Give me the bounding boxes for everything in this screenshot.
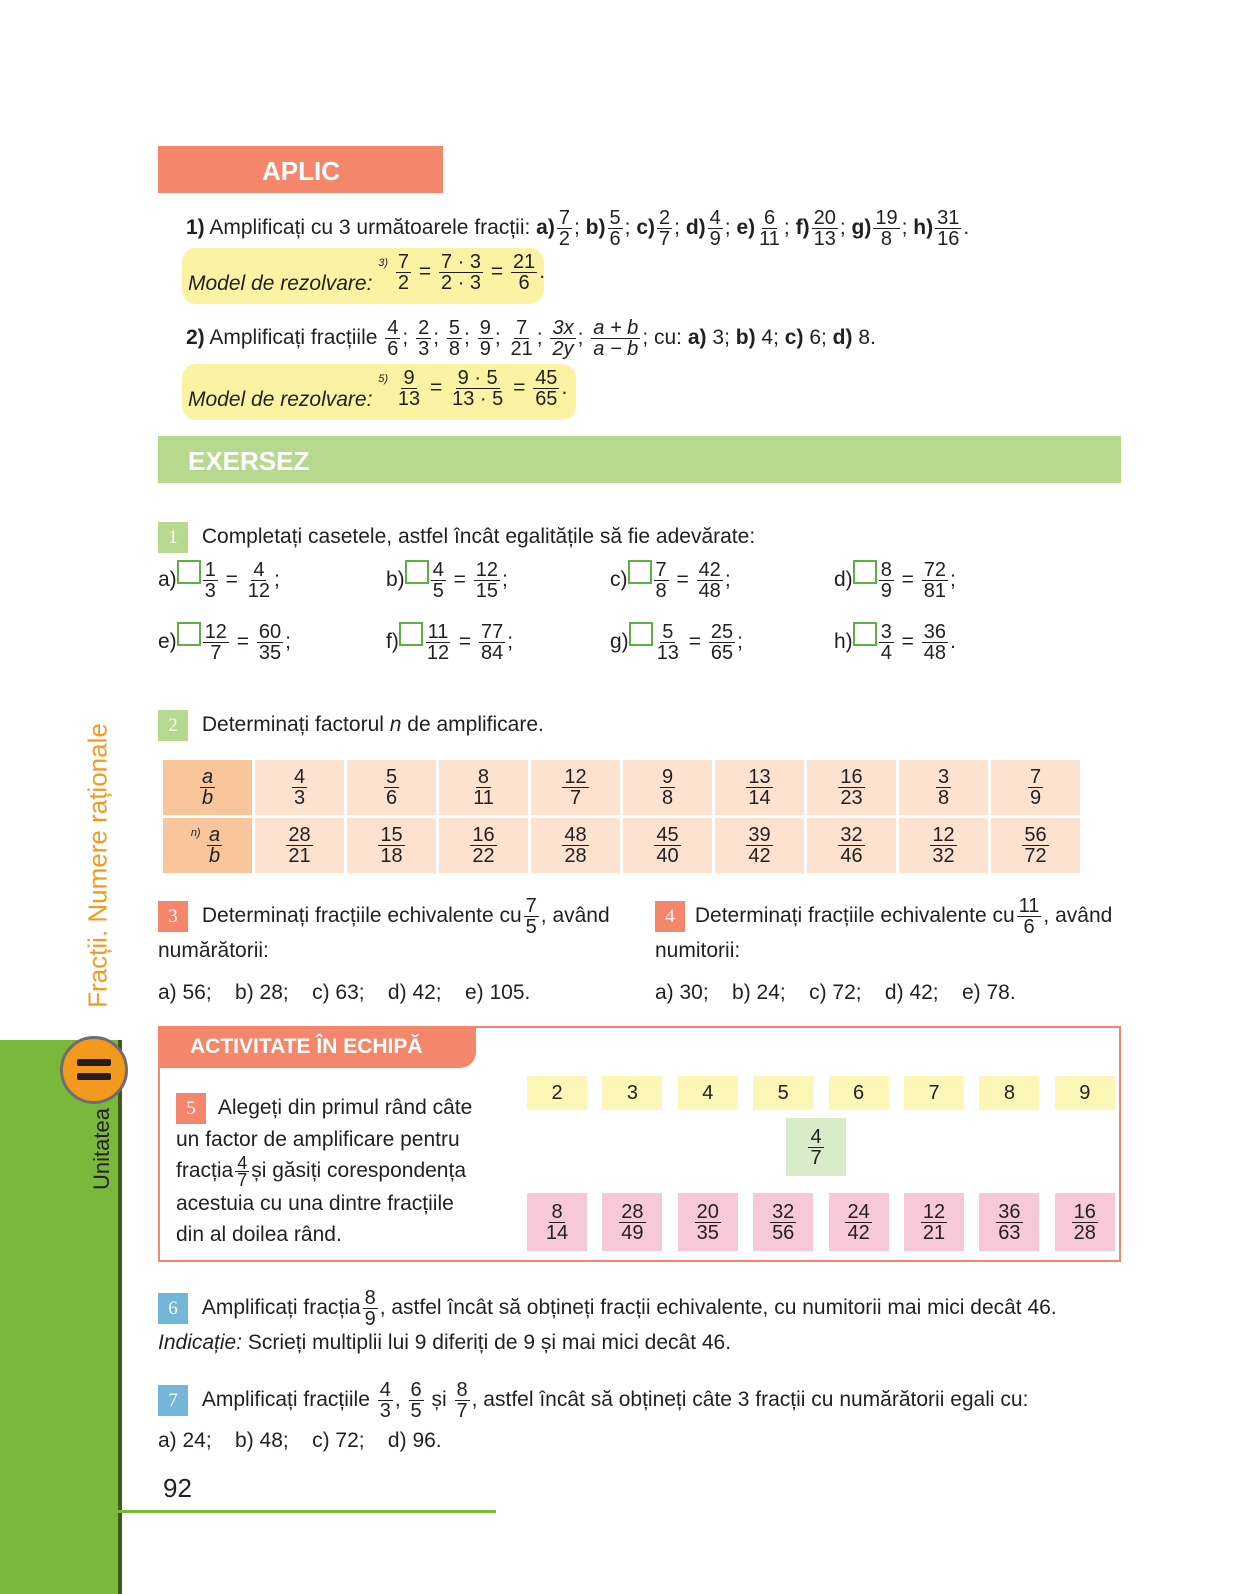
factor-box[interactable]: 7 — [904, 1076, 964, 1110]
fraction-box[interactable] — [527, 1193, 587, 1251]
fraction: $\frac{28}{49}$ — [621, 1200, 644, 1244]
fraction-box[interactable] — [1055, 1193, 1115, 1251]
ex6-hint: Indicație: Scrieți multiplii lui 9 diferiți de 9 și mai mici decât 46. — [158, 1331, 732, 1354]
item-label: b) — [386, 568, 405, 592]
punct: ; — [737, 630, 743, 654]
fraction: $\frac{36}{48}$ — [923, 621, 946, 664]
table-cell — [715, 760, 804, 815]
fraction: $\frac{11}{12}$ — [426, 621, 450, 664]
punct: . — [950, 630, 956, 654]
punct: ; — [724, 568, 731, 592]
item-label: e) — [736, 216, 756, 240]
table-cell — [255, 818, 344, 873]
answer-box[interactable] — [405, 560, 429, 584]
fraction: $\frac{16}{22}$ — [472, 824, 495, 867]
table-cell — [899, 818, 988, 873]
fraction: $\frac{32}{46}$ — [840, 824, 863, 867]
option-label: c) — [784, 326, 804, 350]
unit-badge-icon — [60, 1036, 128, 1104]
table-cell — [991, 760, 1080, 815]
exersez-ex2: 2 Determinați factorul n de amplificare. — [158, 710, 544, 741]
fraction: $\frac{32}{56}$ — [772, 1200, 795, 1244]
model-1: Model de rezolvare: $^{3)}$ $\frac{7}{2}$ = $\frac{7 \cdot 3}{2 \cdot 3}$ = $\frac{21}{6}$ . — [188, 251, 546, 296]
table-cell — [439, 818, 528, 873]
fraction-box[interactable] — [678, 1193, 738, 1251]
factor-box[interactable]: 5 — [753, 1076, 813, 1110]
fraction: $\frac{7}{21}$ — [510, 317, 533, 360]
fraction: $\frac{12}{32}$ — [932, 824, 955, 867]
equality-item: c) $\frac{7}{8}$ = $\frac{42}{48}$ ; — [610, 559, 731, 602]
table-cell — [347, 760, 436, 815]
exersez-ex1: 1 Completați casetele, astfel încât egalitățile să fie adevărate: — [158, 522, 755, 553]
fraction-box[interactable] — [979, 1193, 1039, 1251]
page-number: 92 — [163, 1473, 192, 1503]
exersez-ex4: 4 Determinați fracțiile echivalente cu $\frac{11}{6}$ , având — [655, 896, 1112, 937]
fraction: $\frac{12}{15}$ — [475, 559, 498, 602]
fraction: $\frac{8}{9}$ — [880, 559, 892, 602]
fraction: $\frac{60}{35}$ — [258, 621, 282, 664]
ex4-text-line2: numitorii: — [655, 939, 741, 962]
fraction: $\frac{5}{6}$ — [609, 207, 621, 250]
fraction: $\frac{9}{9}$ — [479, 317, 491, 360]
punct: ; — [274, 568, 280, 592]
fraction: $\frac{25}{65}$ — [710, 621, 734, 664]
fraction: $\frac{45}{40}$ — [656, 824, 679, 867]
ex7-answers: a) 24; b) 48; c) 72; d) 96. — [158, 1429, 442, 1452]
exersez-ex7: 7 Amplificați fracțiile $\frac{4}{3}$ , $\frac{6}{5}$ și $\frac{8}{7}$ , astfel încât să obțineți câte 3 fracții cu numărătorii egali cu: — [158, 1380, 1028, 1421]
item-label: a) — [536, 216, 555, 240]
fraction: $\frac{7}{8}$ — [655, 559, 667, 602]
fraction: $\frac{9}{8}$ — [661, 766, 674, 809]
fraction: $\frac{3x}{2y}$ — [552, 317, 574, 360]
item-label: f) — [386, 630, 399, 654]
fraction: $\frac{42}{48}$ — [698, 559, 721, 602]
fraction: $\frac{24}{42}$ — [847, 1200, 870, 1244]
item-label: h) — [913, 216, 934, 240]
item-label: c) — [610, 568, 628, 592]
option-label: a) — [687, 326, 707, 350]
fraction-box[interactable] — [602, 1193, 662, 1251]
factor-box[interactable]: 3 — [602, 1076, 662, 1110]
factor-box[interactable]: 2 — [527, 1076, 587, 1110]
aplic-ex1: 1) Amplificați cu 3 următoarele fracții: a) $\frac{7}{2}$ ; b) $\frac{5}{6}$ ; c) $\frac{2}{7}$ ; d) $\frac{4}{9}$ ; e) $\frac{6}{11}$ ; f) $\frac{20}{13}$ ; g) $\frac{19}{8}$ ; h) $\frac{31}{16}$ . — [186, 207, 970, 250]
punct: ; — [285, 630, 291, 654]
fraction: $\frac{12}{7}$ — [564, 766, 587, 809]
fraction: $\frac{3}{4}$ — [880, 621, 892, 664]
item-label: g) — [851, 216, 872, 240]
fraction: $\frac{48}{28}$ — [564, 824, 587, 867]
equality-item: e) $\frac{12}{7}$ = $\frac{60}{35}$ ; — [158, 621, 291, 664]
fraction: $\frac{4}{5}$ — [432, 559, 444, 602]
exersez-banner: EXERSEZ — [158, 436, 1121, 483]
option-value: 8. — [858, 326, 876, 350]
answer-box[interactable] — [853, 622, 877, 646]
factor-box[interactable]: 6 — [829, 1076, 889, 1110]
equality-item: b) $\frac{4}{5}$ = $\frac{12}{15}$ ; — [386, 559, 508, 602]
table-cell — [715, 818, 804, 873]
equality-item: a) $\frac{1}{3}$ = $\frac{4}{12}$ ; — [158, 559, 280, 602]
exersez-ex6: 6 Amplificați fracția $\frac{8}{9}$ , astfel încât să obțineți fracții echivalente, cu numitorii mai mici decât 46. — [158, 1288, 1057, 1329]
table-cell — [255, 760, 344, 815]
fraction: $\frac{20}{13}$ — [813, 207, 836, 250]
equality-item: h) $\frac{3}{4}$ = $\frac{36}{48}$ . — [834, 621, 956, 664]
exersez-ex3: 3 Determinați fracțiile echivalente cu $\frac{7}{5}$ , având — [158, 896, 610, 937]
equality-item: g) $\frac{5}{13}$ = $\frac{25}{65}$ ; — [610, 621, 743, 664]
equality-item: d) $\frac{8}{9}$ = $\frac{72}{81}$ ; — [834, 559, 956, 602]
fraction: $\frac{6}{11}$ — [759, 207, 780, 250]
fraction: $\frac{1}{3}$ — [204, 559, 216, 602]
fraction: $\frac{a + b}{a - b}$ — [593, 317, 639, 360]
option-label: b) — [735, 326, 756, 350]
activity-text: 5 Alegeți din primul rând câte un factor de amplificare pentru fracția $\frac{4}{7}$ și găsiți corespondența acestuia cu una dintre fracțiile din al doilea rând. — [176, 1092, 472, 1250]
ex3-answers: a) 56; b) 28; c) 63; d) 42; e) 105. — [158, 981, 531, 1004]
answer-box[interactable] — [177, 622, 201, 646]
fraction: $\frac{8}{14}$ — [545, 1200, 569, 1244]
factor-box[interactable]: 8 — [979, 1076, 1039, 1110]
fraction: $\frac{16}{23}$ — [840, 766, 863, 809]
punct: ; — [502, 568, 508, 592]
option-value: 3; — [712, 326, 730, 350]
item-label: g) — [610, 630, 629, 654]
fraction: $\frac{4}{3}$ — [293, 766, 306, 809]
item-label: d) — [685, 216, 706, 240]
answer-box[interactable] — [177, 560, 201, 584]
aplic-ex2: 2) Amplificați fracțiile $\frac{4}{6}$ ; $\frac{2}{3}$ ; $\frac{5}{8}$ ; $\frac{9}{9}$ ; $\frac{7}{21}$ ; $\frac{3x}{2y}$ ; $\frac{a + b}{a - b}$ ; cu: a) 3; b) 4; c) 6; d) 8. — [186, 317, 876, 360]
aplic-banner: APLIC — [158, 146, 443, 193]
answer-box[interactable] — [629, 622, 653, 646]
punct: ; — [507, 630, 514, 654]
fraction: $\frac{2}{7}$ — [659, 207, 671, 250]
fraction: $\frac{72}{81}$ — [923, 559, 946, 602]
fraction-box[interactable] — [904, 1193, 964, 1251]
fraction: $\frac{56}{72}$ — [1024, 824, 1047, 867]
factor-box[interactable]: 9 — [1055, 1076, 1115, 1110]
equality-item: f) $\frac{11}{12}$ = $\frac{77}{84}$ ; — [386, 621, 514, 664]
fraction: $\frac{20}{35}$ — [696, 1200, 719, 1244]
fraction: $\frac{4}{6}$ — [387, 317, 399, 360]
model-2: Model de rezolvare: $^{5)}$ $\frac{9}{13}$ = $\frac{9 \cdot 5}{13 \cdot 5}$ = $\frac{45}{65}$ . — [188, 367, 568, 412]
fraction: $\frac{12}{7}$ — [204, 621, 227, 664]
fraction: $\frac{8}{11}$ — [473, 766, 494, 809]
fraction-box[interactable] — [753, 1193, 813, 1251]
fraction: $\frac{5}{13}$ — [656, 621, 679, 664]
fraction: $\frac{7}{2}$ — [558, 207, 570, 250]
fraction: $\frac{3}{8}$ — [937, 766, 950, 809]
item-label: b) — [585, 216, 606, 240]
table-cell — [623, 760, 712, 815]
table-cell — [439, 760, 528, 815]
item-label: d) — [834, 568, 853, 592]
factor-box[interactable]: 4 — [678, 1076, 738, 1110]
fraction: $\frac{36}{63}$ — [998, 1200, 1021, 1244]
row1-head: $\frac{a}{b}$ — [163, 760, 252, 815]
answer-box[interactable] — [399, 622, 423, 646]
fraction: $\frac{4}{12}$ — [247, 559, 270, 602]
fraction: $\frac{2}{3}$ — [418, 317, 430, 360]
fraction: $\frac{12}{21}$ — [922, 1200, 946, 1244]
item-label: a) — [158, 568, 177, 592]
table-cell — [347, 818, 436, 873]
table-cell — [531, 760, 620, 815]
item-label: e) — [158, 630, 177, 654]
table-cell — [991, 818, 1080, 873]
fraction: $\frac{28}{21}$ — [288, 824, 311, 867]
answer-box[interactable] — [628, 560, 652, 584]
fraction: $\frac{31}{16}$ — [937, 207, 960, 250]
fraction: $\frac{39}{42}$ — [748, 824, 771, 867]
fraction-box[interactable] — [829, 1193, 889, 1251]
ex3-text-line2: numărătorii: — [158, 939, 269, 962]
fraction: $\frac{16}{28}$ — [1073, 1200, 1096, 1244]
table-cell — [899, 760, 988, 815]
table-cell — [623, 818, 712, 873]
table-cell — [807, 818, 896, 873]
item-label: f) — [795, 216, 810, 240]
footer-line — [118, 1510, 496, 1513]
option-label: d) — [832, 326, 853, 350]
chapter-title: Fracții. Numere raționale — [82, 723, 113, 1008]
table-cell — [807, 760, 896, 815]
fraction: $\frac{5}{8}$ — [448, 317, 461, 360]
fraction: $\frac{7}{9}$ — [1029, 766, 1042, 809]
fraction: $\frac{77}{84}$ — [481, 621, 504, 664]
center-fraction: $\frac{4}{7}$ — [786, 1118, 846, 1176]
ex4-answers: a) 30; b) 24; c) 72; d) 42; e) 78. — [655, 981, 1016, 1004]
unit-label: Unitatea — [88, 1108, 114, 1190]
punct: ; — [950, 568, 956, 592]
activity-title-tab: ACTIVITATE ÎN ECHIPĂ — [158, 1026, 476, 1068]
amplification-table — [160, 757, 1083, 876]
item-label: h) — [834, 630, 853, 654]
fraction: $\frac{5}{6}$ — [385, 766, 398, 809]
option-value: 4; — [761, 326, 779, 350]
table-cell — [531, 818, 620, 873]
fraction: $\frac{15}{18}$ — [380, 824, 403, 867]
fraction: $\frac{4}{9}$ — [709, 207, 721, 250]
option-value: 6; — [809, 326, 827, 350]
fraction: $\frac{19}{8}$ — [875, 207, 898, 250]
item-label: c) — [636, 216, 655, 240]
answer-box[interactable] — [853, 560, 877, 584]
row2-head: $^{n)}$ $\frac{a}{b}$ — [163, 818, 252, 873]
fraction: $\frac{13}{14}$ — [748, 766, 771, 809]
